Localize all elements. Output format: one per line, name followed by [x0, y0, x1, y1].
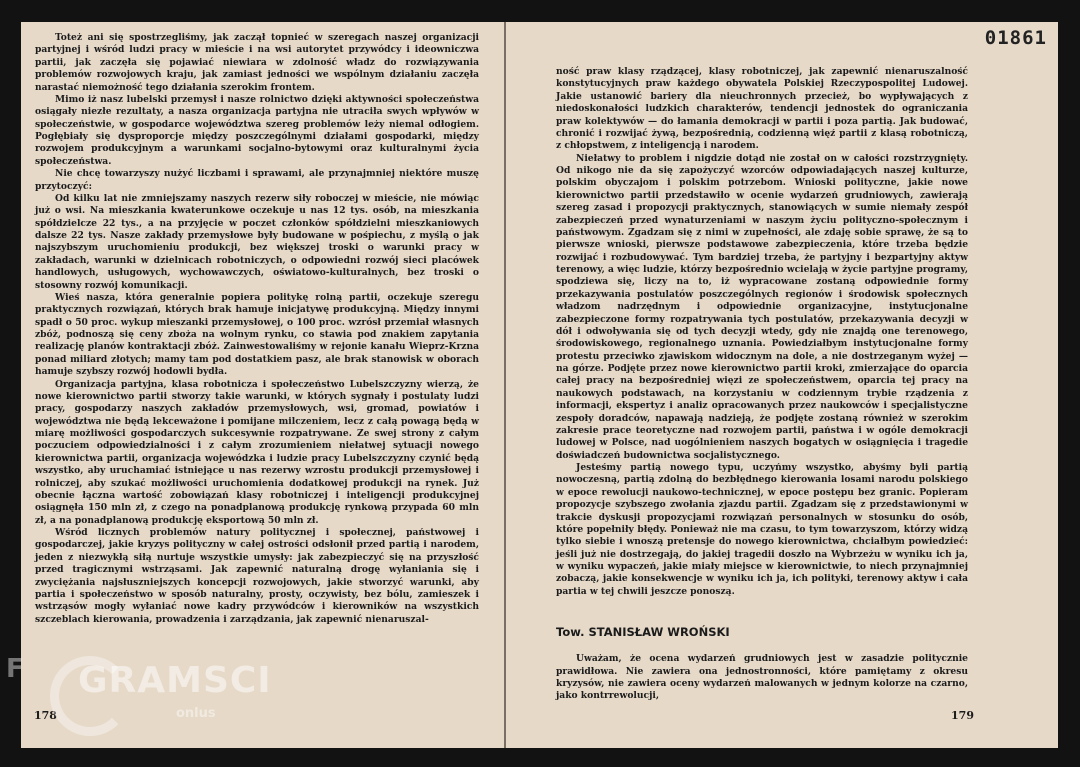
right-page-text	[556, 66, 968, 598]
right-page	[506, 22, 1058, 748]
speaker-text	[556, 653, 968, 703]
paragraph: Mimo iż nasz lubelski przemysł i nasze rolnictwo dzięki aktywności społeczeństwa osiągały niezłe rezultaty, a nasza organizacja partyjna nie utraciła swych wpływów w społeczeństwie, w gospodarce województwa szereg problemów leży niemal odłogiem. Pogłębiały się dysproporcje między poszczególnymi działami gospodarki, między rozwojem produkcyjnym a warunkami socjalno-bytowymi oraz kulturalnymi życia społeczeństwa.	[35, 93, 479, 167]
left-page	[21, 22, 505, 748]
paragraph: Wśród licznych problemów natury politycznej i społecznej, państwowej i gospodarczej, jakie kryzys polityczny w całej ostrości odsłonił przed partią i narodem, jeden z niezwykłą siłą nurtuje wszystkie umysły: jak zabezpieczyć się na przyszłość przed tragicznymi wstrząsami. Jak zapewnić naturalną drogę wyłaniania się i zwyciężania najsłuszniejszych koncepcji rozwojowych, jakie stworzyć warunki, aby partia i społeczeństwo w sposób naturalny, prosty, oczywisty, bez bólu, zamieszek i wstrząsów mogły wyłaniać nowe kadry przywódców i kierowników na wszystkich szczeblach kierowania, prowadzenia i zarządzania, jak zapewnić nienaruszal-	[35, 527, 479, 625]
paragraph: Organizacja partyjna, klasa robotnicza i społeczeństwo Lubelszczyzny wierzą, że nowe kierownictwo partii stworzy takie warunki, w których sygnały i postulaty ludzi pracy, gospodarzy naszych zakładów przemysłowych, wsi, gromad, powiatów i województwa nie będą lekceważone i pomijane milczeniem, lecz z całą powagą będą w miarę możliwości gospodarczych sukcesywnie rozpatrywane. Ze swej strony z całym poczuciem odpowiedzialności i z całym zrozumieniem niełatwej sytuacji nowego kierownictwa partii, organizacja wojewódzka i ludzie pracy Lubelszczyzny czynić będą wszystko, aby uruchamiać istniejące u nas rezerwy wzrostu produkcji przemysłowej i rolniczej, aby szukać możliwości uruchomienia dodatkowej produkcji na rynek. Już obecnie łączna wartość zobowiązań klasy robotniczej i inteligencji produkcyjnej osiągnęła 150 mln zł, z czego na ponadplanową produkcję rynkową przypada 60 mln zł, a na ponadplanową produkcję eksportową 50 mln zł.	[35, 378, 479, 526]
page-number-right: 179	[951, 709, 974, 722]
paragraph: Jesteśmy partią nowego typu, uczyńmy wszystko, abyśmy byli partią nowoczesną, partią zdolną do bezbłędnego kierowania losami narodu polskiego w epoce rewolucji naukowo-technicznej, w epoce postępu bez granic. Popieram propozycje szybszego zwołania zjazdu partii. Zgadzam się z przedstawionymi w trakcie dyskusji propozycjami rozwiązań personalnych w stosunku do osób, które popełniły błędy. Ponieważ nie ma czasu, to tym towarzyszom, którzy widzą tylko siebie i wnoszą pretensje do nowego kierownictwa, chciałbym powiedzieć: jeśli już nie dostrzegają, do jakiej tragedii doszło na Wybrzeżu w wyniku ich ja, w wyniku wypaczeń, jakie miały miejsce w kierownictwie, to niech przynajmniej zobaczą, jakie konsekwencje w wyniku ich ja, ich polityki, terenowy aktyw i cała partia w tej chwili jeszcze ponoszą.	[556, 462, 968, 597]
speaker-heading: Tow. STANISŁAW WROŃSKI	[556, 625, 730, 640]
document-number-stamp: 01861	[984, 27, 1047, 49]
paragraph: Niełatwy to problem i nigdzie dotąd nie został on w całości rozstrzygnięty. Od nikogo nie da się zapożyczyć wzorców odpowiadających naszej kulturze, polskim obyczajom i polskim potrzebom. Wnioski polityczne, jakie nowe kierownictwo partii przedstawiło w ocenie wydarzeń grudniowych, zawierają szereg zasad i propozycji praktycznych, stanowiących w sumie niemały zespół zabezpieczeń przed wynaturzeniami w naszym życiu polityczno-społecznym i państwowym. Zgadzam się z nimi w zupełności, ale zdaję sobie sprawę, że są to pierwsze wnioski, pierwsze podstawowe zabezpieczenia, które trzeba będzie rozwijać i rozbudowywać. Tym bardziej trzeba, że partyjny i bezpartyjny aktyw terenowy, a więc ludzie, którzy bezpośrednio wcielają w życie partyjne programy, spodziewa się, liczy na to, iż wypracowane zostaną odpowiednie formy przekazywania postulatów poszczególnych regionów i środowisk społecznych władzom nadrzędnym i odpowiednie organizacyjne, instytucjonalne zabezpieczone formy rozpatrywania tych postulatów, przekazywania decyzji w dół i odwoływania się od tych decyzji wtedy, gdy nie znajdą one terenowego, środowiskowego, regionalnego uznania. Powiedziałbym instytucjonalne formy protestu przeciwko zjawiskom widocznym na dole, a nie dostrzeganym wyżej — na górze. Podjęte przez nowe kierownictwo partii kroki, zmierzające do oparcia całej pracy na bezpośredniej więzi ze społeczeństwem, oparcia tej pracy na naukowych podstawach, na korzystaniu w codziennym trybie rządzenia z informacji, ekspertyz i analiz opracowanych przez naukowców i specjalistyczne zespoły doradców, napawają nadzieją, że podjęte zostaną również w szerokim zakresie prace teoretyczne nad rozwojem partii, państwa i w ogóle demokracji ludowej w Polsce, nad uogólnieniem naszych bogatych w osiągnięcia i tragedie doświadczeń budownictwa socjalistycznego.	[556, 152, 968, 461]
watermark-initial: F	[6, 654, 24, 684]
paragraph: Toteż ani się spostrzegliśmy, jak zaczął topnieć w szeregach naszej organizacji partyjnej i wśród ludzi pracy w mieście i na wsi autorytet przywódcy i ideowniczwa partii, jak zaczęła się pojawiać niewiara w zdolność władz do rozwiązywania problemów rozwojowych kraju, jak zamiast jedności we wspólnym działaniu zaczęła narastać niemożność tego działania szerokim frontem.	[35, 32, 479, 93]
paragraph: Nie chcę towarzyszy nużyć liczbami i sprawami, ale przynajmniej niektóre muszę przytoczyć:	[35, 168, 479, 192]
watermark-title: GRAMSCI	[78, 660, 272, 701]
page-number-left: 178	[34, 709, 57, 722]
paragraph: Od kilku lat nie zmniejszamy naszych rezerw siły roboczej w mieście, nie mówiąc już o wsi. Na mieszkania kwaterunkowe oczekuje u nas 12 tys. osób, na mieszkania spółdzielcze 22 tys., a na przyjęcie w poczet członków spółdzielni mieszkaniowych dalsze 22 tys. Nasze zakłady przemysłowe były budowane w pośpiechu, z myślą o jak najszybszym uruchomieniu produkcji, bez większej troski o warunki pracy w zakładach, warunki w dzielnicach robotniczych, o odpowiedni rozwój sieci placówek handlowych, usługowych, wychowawczych, oświatowo-kulturalnych, bez troski o stosowny rozwój komunikacji.	[35, 192, 479, 291]
watermark-subtitle: onlus	[176, 706, 216, 721]
left-page-text	[35, 32, 479, 626]
paragraph: Uważam, że ocena wydarzeń grudniowych jest w zasadzie politycznie prawidłowa. Nie zawiera ona jednostronności, które pamiętamy z okresu kryzysów, nie zawiera oceny wydarzeń malowanych w jednym kolorze na czarno, jako kontrrewolucji,	[556, 653, 968, 702]
paragraph: ność praw klasy rządzącej, klasy robotniczej, jak zapewnić nienaruszalność konstytucyjnych praw każdego obywatela Polskiej Rzeczypospolitej Ludowej. Jakie ustanowić bariery dla nieuchronnych przecież, bo wypływających z niedoskonałości ludzkich charakterów, tendencji jednostek do ograniczania praw kolektywów — do łamania demokracji w partii i poza partią. Jak budować, chronić i rozwijać żywą, bezpośrednią, codzienną więź partii z klasą robotniczą, z chłopstwem, z inteligencją i narodem.	[556, 66, 968, 152]
paragraph: Wieś nasza, która generalnie popiera politykę rolną partii, oczekuje szeregu praktycznych rozwiązań, których brak hamuje inicjatywę produkcyjną. Między innymi spadł o 50 proc. wykup mieszanki przemysłowej, o 100 proc. wzrósł przemiał własnych zbóż, podnoszą się ceny zboża na wolnym rynku, co stawia pod znakiem zapytania realizację planów kontraktacji zbóż. Zainwestowaliśmy w rejonie kanału Wieprz-Krzna ponad miliard złotych; mamy tam pod dostatkiem pasz, ale brak stanowisk w oborach hamuje szybszy rozwój hodowli bydła.	[35, 291, 479, 378]
